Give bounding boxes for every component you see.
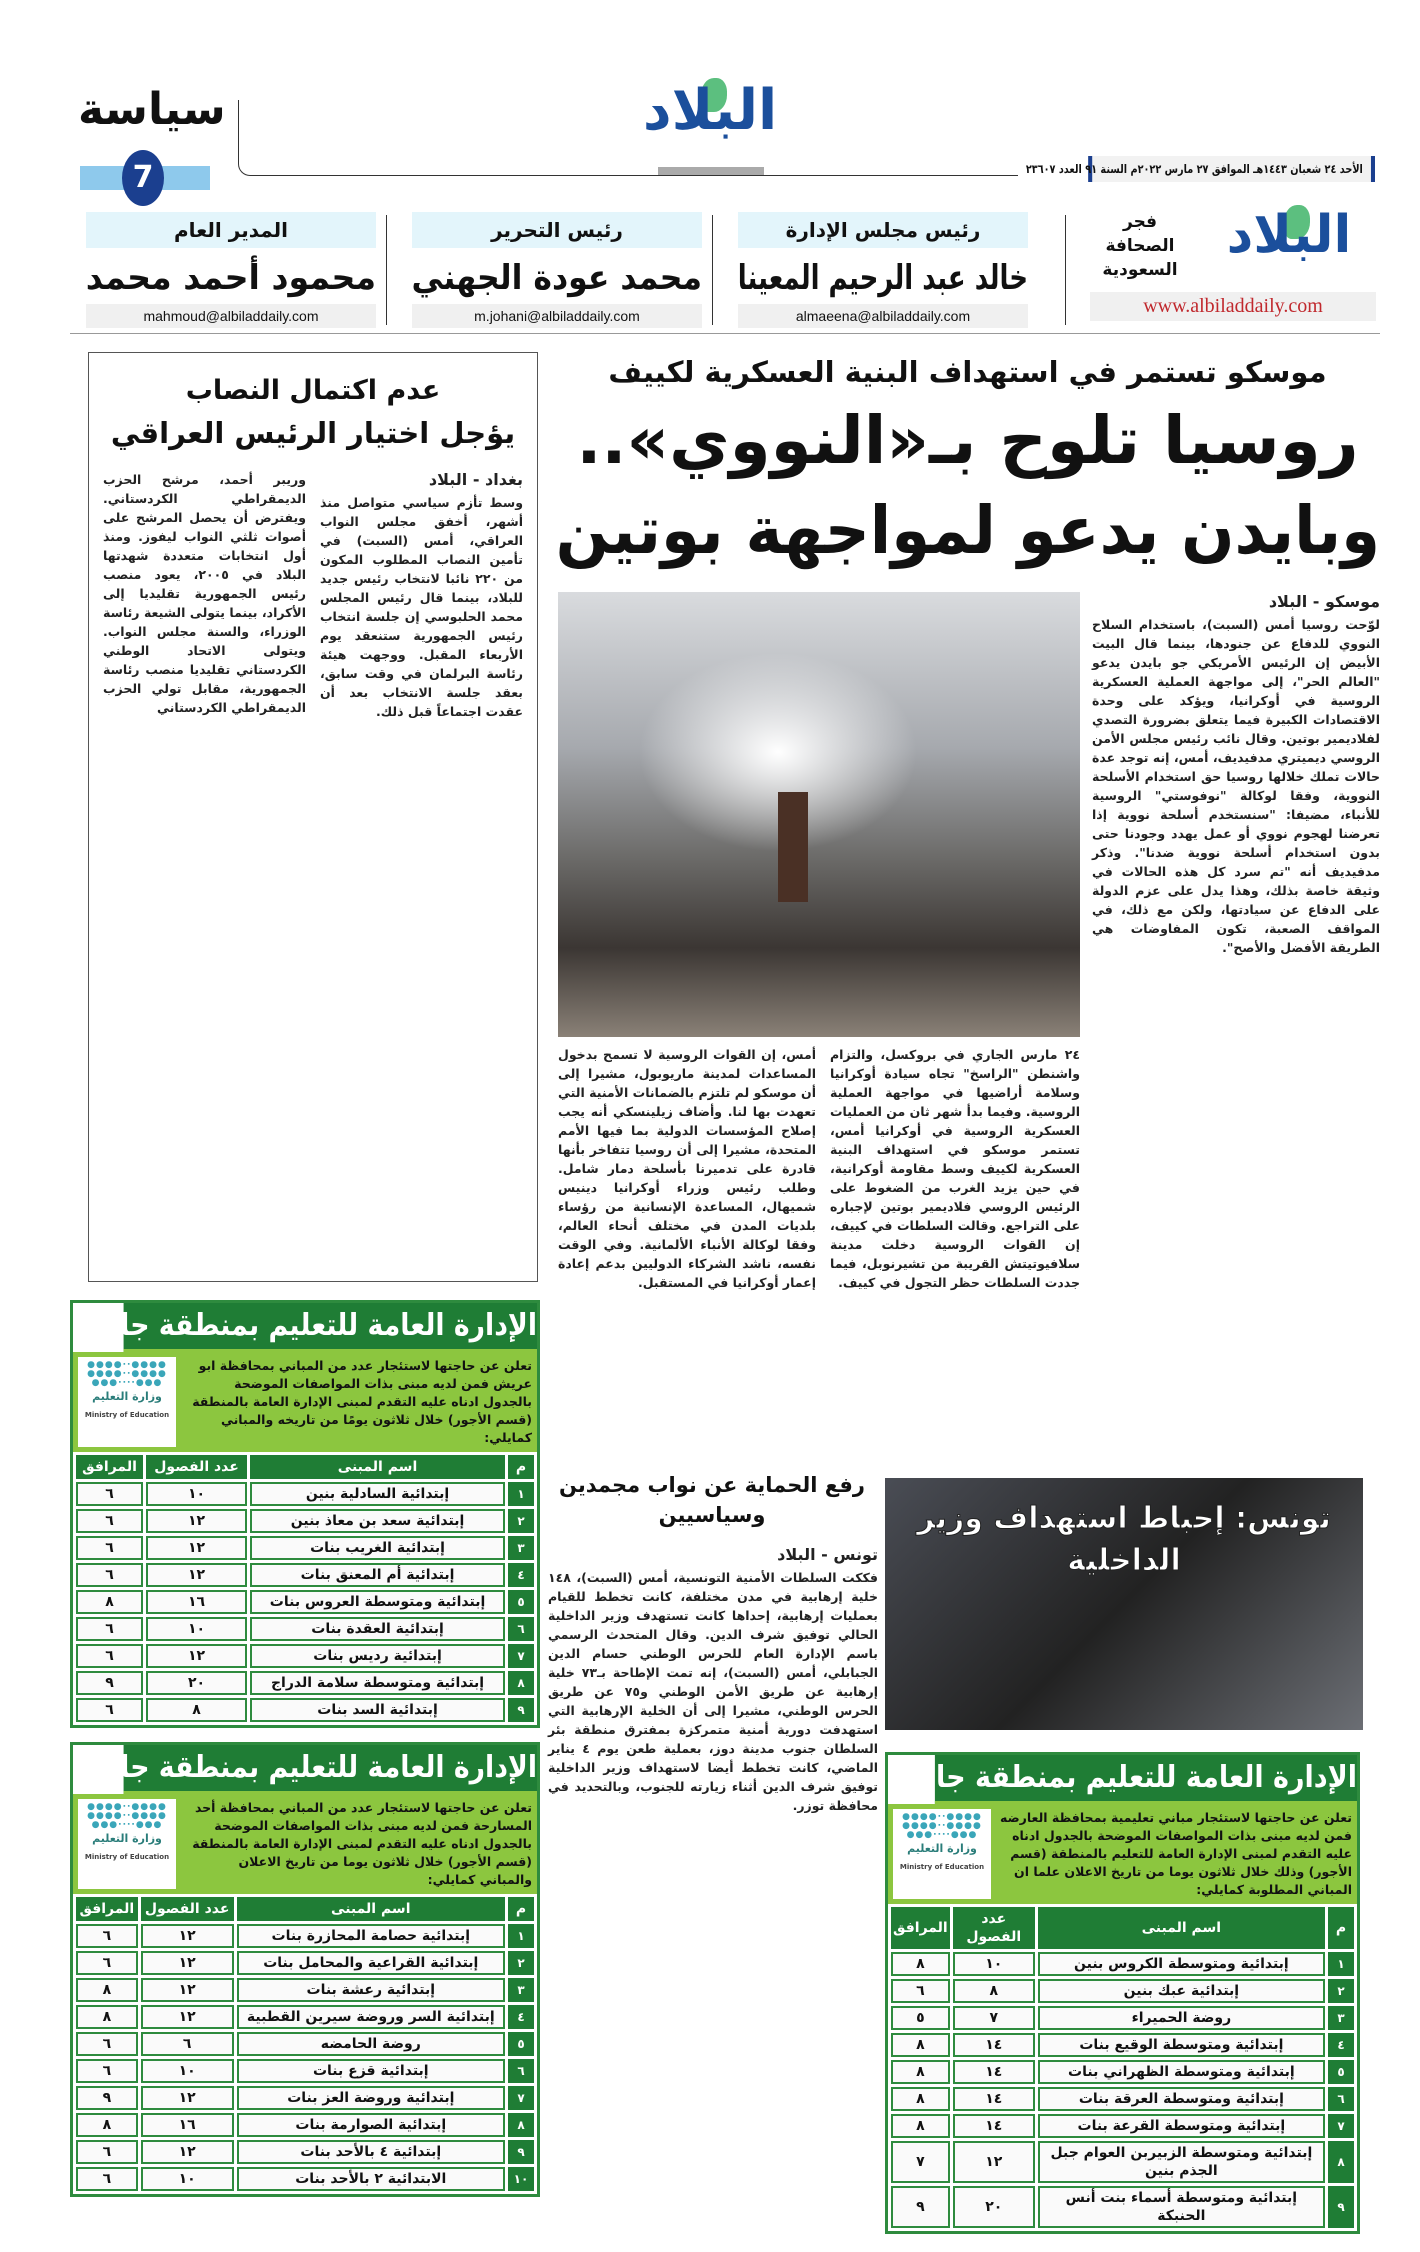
- table-cell: ٦: [76, 1482, 143, 1506]
- table-cell: ١٤: [953, 2033, 1035, 2057]
- masthead-editor: [412, 212, 702, 328]
- table-cell: ٦: [76, 2167, 138, 2191]
- table-cell: ٧: [953, 2006, 1035, 2030]
- table-cell: ٧: [508, 2086, 534, 2110]
- table-cell: ٢: [1328, 1979, 1354, 2003]
- table-cell: إبتدائية ٤ بالأحد بنات: [237, 2140, 505, 2164]
- table-cell: ٦: [76, 2032, 138, 2056]
- tunisia-photo: [885, 1478, 1363, 1730]
- table-row: [891, 2060, 1354, 2084]
- ad-al-aridah: [885, 1752, 1360, 2234]
- table-cell: ١٢: [953, 2141, 1035, 2183]
- headline: وبايدن يدعو لمواجهة بوتين: [555, 492, 1380, 569]
- table-header: المرافق: [891, 1907, 950, 1949]
- slogan-line: السعودية: [1102, 260, 1178, 280]
- article-text: وسط تأزم سياسي متواصل منذ أشهر، أخفق مجلس النواب العراقي، أمس (السبت) في تأمين النصاب المطلوب المكون من ٢٢٠ نائبا لانتخاب رئيس جديد للبلاد، بينما قال رئيس المجلس محمد الحلبوسي إن جلسة انتخاب رئيس الجمهورية ستنعقد يوم الأربعاء المقبل. ووجهت هيئة رئاسة البرلمان في وقت سابق، بعقد جلسة الانتخاب بعد أن عقدت اجتماعاً قبل ذلك.: [320, 495, 523, 719]
- table-cell: إبتدائية ومتوسطة القرعة بنات: [1038, 2114, 1325, 2138]
- buildings-table: [888, 1904, 1357, 2231]
- table-header: م: [1328, 1907, 1354, 1949]
- table-header: المرافق: [76, 1897, 138, 1921]
- table-cell: ١٤: [953, 2114, 1035, 2138]
- table-cell: ٩: [508, 1698, 534, 1722]
- table-cell: إبتدائية ومتوسطة الظهراني بنات: [1038, 2060, 1325, 2084]
- ad-abu-arish: [70, 1300, 540, 1728]
- header-rule: [238, 100, 1018, 176]
- table-cell: ٥: [891, 2006, 950, 2030]
- table-cell: إبتدائية السادلية بنين: [250, 1482, 505, 1506]
- ministry-logo: ●●●●∙∙●●●● ●●●●∙∙●●●● ●●●∙∙∙∙●●● وزارة التعليم Ministry of Education: [78, 1357, 176, 1447]
- page-number: 7: [122, 150, 164, 206]
- table-cell: ٨: [76, 2113, 138, 2137]
- headline: روسيا تلوح بـ«النووي»..: [576, 402, 1359, 479]
- table-cell: ١٢: [141, 1978, 234, 2002]
- slogan: [1100, 210, 1180, 282]
- table-cell: ٨: [891, 1952, 950, 1976]
- table-cell: إبتدائية ومتوسطة الكروس بنين: [1038, 1952, 1325, 1976]
- table-row: [76, 1590, 534, 1614]
- table-cell: ٥: [508, 2032, 534, 2056]
- person-name: محمود أحمد محمد: [85, 258, 376, 298]
- slogan-line: الصحافة: [1105, 236, 1175, 256]
- table-cell: ١٦: [146, 1590, 247, 1614]
- table-row: [76, 1951, 534, 1975]
- table-row: [76, 1617, 534, 1641]
- table-cell: ٢٠: [146, 1671, 247, 1695]
- table-cell: ٨: [891, 2114, 950, 2138]
- masthead-logo: البلاد: [1226, 205, 1352, 265]
- table-cell: روضة الحامضه: [237, 2032, 505, 2056]
- main-col-3: [558, 1045, 816, 1292]
- table-cell: إبتدائية الصوارمة بنات: [237, 2113, 505, 2137]
- table-cell: ٨: [891, 2087, 950, 2111]
- table-cell: ١٤: [953, 2087, 1035, 2111]
- divider: [386, 215, 387, 325]
- section-title: سياسة: [78, 84, 226, 135]
- table-row: [76, 2005, 534, 2029]
- date-line: الأحد ٢٤ شعبان ١٤٤٣هـ الموافق ٢٧ مارس ٢٠٢٢م السنة ٩١ العدد ٢٣٦٠٧: [1088, 156, 1375, 182]
- iraq-story: [88, 352, 538, 1282]
- table-cell: ٧: [891, 2141, 950, 2183]
- table-cell: ٨: [891, 2060, 950, 2084]
- ad-title: الإدارة العامة للتعليم بمنطقة جازان: [124, 1745, 537, 1794]
- headline: تونس: إحباط استهداف وزير الداخلية: [917, 1501, 1331, 1578]
- table-row: [76, 1644, 534, 1668]
- table-cell: ١٢: [146, 1536, 247, 1560]
- table-cell: ٣: [508, 1978, 534, 2002]
- table-row: [76, 1536, 534, 1560]
- table-cell: ١٢: [146, 1644, 247, 1668]
- table-cell: ٨: [508, 1671, 534, 1695]
- table-cell: ٦: [76, 1924, 138, 1948]
- dateline: موسكو - البلاد: [1268, 592, 1380, 611]
- table-row: [76, 1698, 534, 1722]
- table-cell: إبتدائية السر وروضة سيرين القطبية: [237, 2005, 505, 2029]
- ad-title: الإدارة العامة للتعليم بمنطقة جازان: [935, 1755, 1357, 1804]
- ministry-logo: ●●●●∙∙●●●● ●●●●∙∙●●●● ●●●∙∙∙∙●●● وزارة التعليم Ministry of Education: [893, 1809, 991, 1899]
- table-row: [76, 1509, 534, 1533]
- table-cell: ٦: [508, 1617, 534, 1641]
- table-cell: ١: [508, 1924, 534, 1948]
- slogan-line: فجر: [1123, 212, 1157, 232]
- table-cell: ٨: [891, 2033, 950, 2057]
- table-cell: ١٠: [141, 2167, 234, 2191]
- person-name: خالد عبد الرحيم المعينا: [737, 258, 1028, 298]
- headline: عدم اكتمال النصاب: [185, 375, 441, 406]
- masthead-chairman: [738, 212, 1028, 328]
- table-cell: إبتدائية حصامة المحازرة بنات: [237, 1924, 505, 1948]
- role-label: رئيس مجلس الإدارة: [738, 212, 1028, 248]
- table-cell: ٦: [76, 1698, 143, 1722]
- table-cell: ١٢: [141, 2140, 234, 2164]
- table-row: [76, 1978, 534, 2002]
- article-text: وريبر أحمد، مرشح الحزب الديمقراطي الكردستاني. ويفترض أن يحصل المرشح على أصوات ثلثي النواب ليفوز. ومنذ أول انتخابات متعددة شهدتها البلاد في ٢٠٠٥، يعود منصب رئيس الجمهورية تقليديا إلى الأكراد، بينما يتولى الشيعة رئاسة الوزراء، والسنة مجلس النواب. ويتولى الاتحاد الوطني الكردستاني تقليديا منصب رئاسة الجمهورية، مقابل تولي الحزب الديمقراطي الكردستاني: [103, 472, 306, 715]
- table-cell: إبتدائية ومتوسطة الوقيع بنات: [1038, 2033, 1325, 2057]
- table-cell: إبتدائية الغريب بنات: [250, 1536, 505, 1560]
- table-cell: إبتدائية رعشة بنات: [237, 1978, 505, 2002]
- kicker: موسكو تستمر في استهداف البنية العسكرية لكييف: [608, 355, 1327, 389]
- table-cell: ٦: [76, 1617, 143, 1641]
- table-row: [891, 1979, 1354, 2003]
- article-text: لوّحت روسيا أمس (السبت)، باستخدام السلاح النووي للدفاع عن جنودها، بينما قال البيت الأبيض إن الرئيس الأمريكي جو بايدن يدعو "العالم الحر"، إلى مواجهة العملية العسكرية الروسية في أوكرانيا، ويؤكد على وحدة الاقتصادات الكبيرة فيما يتعلق بضرورة التصدي لفلاديمير بوتين. وقال نائب رئيس مجلس الأمن الروسي ديميتري مدفيديف، أمس، إنه توجد عدة حالات تملك خلالها روسيا حق استخدام الأسلحة النووية، وفقا لوكالة "نوفوستي" الروسية للأنباء، مضيفا: "سنستخدم أسلحة نووية إذا تعرضنا لهجوم نووي أو عمل يهدد وجودنا حتى بدون استخدام أسلحة نووية ضدنا". وذكر مدفيديف أنه "تم سرد كل هذه الحالات في وثيقة خاصة بذلك، وهذا يدل على عزم الدولة على الدفاع عن سيادتها، ولكن مع ذلك، في المواقف الصعبة، تكون المفاوضات هي الطريقة الأفضل والأصح".: [1092, 617, 1380, 955]
- table-cell: ٦: [76, 2140, 138, 2164]
- dateline: بغداد - البلاد: [428, 470, 523, 489]
- table-cell: ٤: [508, 2005, 534, 2029]
- table-cell: ٩: [76, 1671, 143, 1695]
- table-cell: ٨: [146, 1698, 247, 1722]
- role-label: المدير العام: [86, 212, 376, 248]
- table-cell: إبتدائية قزع بنات: [237, 2059, 505, 2083]
- main-headline-block: [555, 352, 1380, 576]
- table-cell: ٣: [1328, 2006, 1354, 2030]
- article-text: ٢٤ مارس الجاري في بروكسل، والتزام واشنطن "الراسخ" تجاه سيادة أوكرانيا وسلامة أراضيها في مواجهة العملية الروسية. وفيما بدأ شهر ثان من العمليات العسكرية الروسية في أوكرانيا أمس، تستمر موسكو في استهداف البنية العسكرية لكييف وسط مقاومة أوكرانية، في حين يزيد الغرب من الضغوط على الرئيس الروسي فلاديمير بوتين لإجباره على التراجع. وقالت السلطات في كييف، إن القوات الروسية دخلت مدينة سلافيوتيتش القريبة من تشيرنوبل، فيما جددت السلطات حظر التجول في كييف.: [830, 1047, 1080, 1290]
- table-cell: ١٠: [508, 2167, 534, 2191]
- table-cell: ٥: [508, 1590, 534, 1614]
- table-cell: إبتدائية ومتوسطة سلامة الدراج: [250, 1671, 505, 1695]
- table-cell: الابتدائية ٢ بالأحد بنات: [237, 2167, 505, 2191]
- table-cell: ٩: [891, 2186, 950, 2228]
- table-cell: ٦: [76, 2059, 138, 2083]
- table-cell: ١٢: [146, 1509, 247, 1533]
- table-cell: ٧: [508, 1644, 534, 1668]
- table-row: [76, 2140, 534, 2164]
- table-cell: ٨: [953, 1979, 1035, 2003]
- table-row: [76, 1671, 534, 1695]
- table-cell: ١: [508, 1482, 534, 1506]
- table-row: [76, 2032, 534, 2056]
- ad-intro: تعلن عن حاجتها لاستئجار عدد من المباني بمحافظة ابو عريش فمن لديه مبنى بذات المواصفات الموضحة بالجدول ادناه عليه التقدم لمبنى الإدارة العامة بالمنطقة (قسم الأجور) خلال ثلاثون يومًا من تاريخه والمباني كمايلي:: [192, 1358, 532, 1445]
- table-header: م: [508, 1455, 534, 1479]
- table-cell: ٦: [76, 1563, 143, 1587]
- table-row: [76, 2059, 534, 2083]
- table-row: [76, 1482, 534, 1506]
- table-cell: ٦: [508, 2059, 534, 2083]
- table-cell: ٦: [76, 1951, 138, 1975]
- table-cell: ١٢: [141, 2005, 234, 2029]
- table-cell: ١٦: [141, 2113, 234, 2137]
- table-header: اسم المبنى: [1038, 1907, 1325, 1949]
- table-cell: ٦: [891, 1979, 950, 2003]
- table-cell: ٨: [76, 1978, 138, 2002]
- table-cell: ٩: [76, 2086, 138, 2110]
- table-header: م: [508, 1897, 534, 1921]
- table-cell: ٤: [508, 1563, 534, 1587]
- table-cell: إبتدائية سعد بن معاذ بنين: [250, 1509, 505, 1533]
- ad-ahad-almasarihah: [70, 1742, 540, 2197]
- ministry-logo: ●●●●∙∙●●●● ●●●●∙∙●●●● ●●●∙∙∙∙●●● وزارة التعليم Ministry of Education: [78, 1799, 176, 1889]
- table-row: [76, 2167, 534, 2191]
- table-cell: إبتدائية القراعية والمحامل بنات: [237, 1951, 505, 1975]
- ad-intro: تعلن عن حاجتها لاستئجار مباني تعليمية بمحافظة العارضه فمن لديه مبنى بذات المواصفات الموضحة بالجدول ادناه عليه التقدم لمبنى الإدارة العامة للتعليم بالمنطقة (قسم الأجور) وذلك خلال ثلاثون يوما من تاريخ الاعلان علما ان المباني المطلوبة كمايلي:: [999, 1810, 1352, 1897]
- table-header: عدد الفصول: [953, 1907, 1035, 1949]
- ad-intro: تعلن عن حاجتها لاستئجار عدد من المباني بمحافظة أحد المسارحة فمن لديه مبنى بذات المواصفات الموضحة بالجدول ادناه عليه التقدم لمبنى الإدارة العامة بالمنطقة (قسم الأجور) خلال ثلاثون يوما من تاريخ الاعلان والمباني كمايلي:: [192, 1800, 532, 1887]
- table-cell: إبتدائية وروضة العز بنات: [237, 2086, 505, 2110]
- table-cell: ١٢: [141, 1924, 234, 1948]
- table-row: [891, 2087, 1354, 2111]
- website-link[interactable]: www.albiladdaily.com: [1090, 292, 1376, 321]
- news-photo: [558, 592, 1080, 1037]
- table-header: عدد الفصول: [146, 1455, 247, 1479]
- table-cell: ٢٠: [953, 2186, 1035, 2228]
- table-cell: ٦: [1328, 2087, 1354, 2111]
- table-cell: ٦: [141, 2032, 234, 2056]
- table-cell: روضة الحميراء: [1038, 2006, 1325, 2030]
- table-cell: ٤: [1328, 2033, 1354, 2057]
- table-cell: ١٢: [141, 1951, 234, 1975]
- table-cell: ١٠: [141, 2059, 234, 2083]
- article-text: فككت السلطات الأمنية التونسية، أمس (السبت)، ١٤٨ خلية إرهابية في مدن مختلفة، كانت تخطط للقيام بعمليات إرهابية، إحداها كانت تستهدف وزير الداخلية الحالي توفيق شرف الدين. وقال المتحدث الرسمي باسم الإدارة العام للحرس الوطني حسام الدين الجبابلي، أمس (السبت)، إنه تمت الإطاحة بـ٧٣ خلية إرهابية عن طريق الأمن الوطني و٧٥ عن طريق الحرس الوطني، مشيرا إلى أن الخلية الإرهابية التي استهدفت دورية أمنية متمركزة بمفترق منطقة بئر السلطان جنوب مدينة دوز، بعملية طعن يوم ٤ يناير الماضي، كانت تخطط أيضا لاستهداف وزير الداخلية توفيق شرف الدين أثناء زيارته للجنوب، وبالتحديد في محافظة توزر.: [548, 1570, 878, 1813]
- table-row: [891, 2114, 1354, 2138]
- table-cell: ٦: [76, 1536, 143, 1560]
- table-row: [891, 2141, 1354, 2183]
- article-text: أمس، إن القوات الروسية لا تسمح بدخول المساعدات لمدينة ماريوبول، مشيرا إلى أن موسكو لم تلتزم بالضمانات الأمنية التي تعهدت بها لنا. وأضاف زيلينسكي أنه يجب إصلاح المؤسسات الدولية بما فيها الأمم المتحدة، مشيرا إلى أن روسيا تتفاخر بأنها قادرة على تدميرنا بأسلحة دمار شامل. وطلب رئيس وزراء أوكرانيا دينيس شميهال، المساعدة الإنسانية من رؤساء بلديات المدن في مختلف أنحاء العالم، وفقا لوكالة الأنباء الألمانية. وفي الوقت نفسه، ناشد الشركاء الدوليين بدعم إعادة إعمار أوكرانيا في المستقبل.: [558, 1047, 816, 1290]
- buildings-table: [73, 1452, 537, 1725]
- table-row: [76, 1924, 534, 1948]
- table-row: [891, 2186, 1354, 2228]
- table-cell: إبتدائية ومتوسطة العروس بنات: [250, 1590, 505, 1614]
- role-label: رئيس التحرير: [412, 212, 702, 248]
- kicker: رفع الحماية عن نواب مجمدين وسياسيين: [559, 1473, 865, 1527]
- table-cell: ٣: [508, 1536, 534, 1560]
- main-col-2: [830, 1045, 1080, 1292]
- table-row: [891, 2033, 1354, 2057]
- buildings-table: [73, 1894, 537, 2194]
- table-cell: إبتدائية العقدة بنات: [250, 1617, 505, 1641]
- table-cell: ٥: [1328, 2060, 1354, 2084]
- table-cell: ٦: [76, 1644, 143, 1668]
- table-cell: ٧: [1328, 2114, 1354, 2138]
- divider: [1065, 215, 1066, 325]
- table-cell: إبتدائية عبك بنين: [1038, 1979, 1325, 2003]
- table-cell: ٢: [508, 1509, 534, 1533]
- table-cell: ١٢: [146, 1563, 247, 1587]
- table-cell: إبتدائية ومتوسطة العرقة بنات: [1038, 2087, 1325, 2111]
- table-cell: ١٢: [141, 2086, 234, 2110]
- table-cell: ١٠: [953, 1952, 1035, 1976]
- table-cell: ٦: [76, 1509, 143, 1533]
- person-name: محمد عودة الجهني: [411, 258, 702, 298]
- logo-underline: [658, 167, 764, 175]
- divider: [70, 333, 1380, 334]
- table-cell: إبتدائية ومتوسطة الزبيربن العوام جبل الجذم بنين: [1038, 2141, 1325, 2183]
- ad-title: الإدارة العامة للتعليم بمنطقة جازان: [124, 1303, 537, 1352]
- table-row: [891, 1952, 1354, 1976]
- headline: يؤجل اختيار الرئيس العراقي: [110, 416, 516, 450]
- table-cell: ٨: [508, 2113, 534, 2137]
- table-cell: ٨: [76, 1590, 143, 1614]
- table-cell: إبتدائية أم المعنق بنات: [250, 1563, 505, 1587]
- logo: البلاد: [642, 78, 778, 143]
- table-row: [76, 1563, 534, 1587]
- main-col-1: [1092, 592, 1380, 957]
- table-row: [76, 2086, 534, 2110]
- table-header: عدد الفصول: [141, 1897, 234, 1921]
- table-header: اسم المبنى: [237, 1897, 505, 1921]
- table-cell: ٢: [508, 1951, 534, 1975]
- divider: [712, 215, 713, 325]
- table-header: المرافق: [76, 1455, 143, 1479]
- table-cell: ١٤: [953, 2060, 1035, 2084]
- table-row: [891, 2006, 1354, 2030]
- table-cell: ١٠: [146, 1482, 247, 1506]
- table-header: اسم المبنى: [250, 1455, 505, 1479]
- table-cell: ٩: [1328, 2186, 1354, 2228]
- table-cell: ٨: [76, 2005, 138, 2029]
- table-cell: ١٠: [146, 1617, 247, 1641]
- email-link[interactable]: mahmoud@albiladdaily.com: [86, 304, 376, 328]
- table-row: [76, 2113, 534, 2137]
- dateline: تونس - البلاد: [777, 1545, 878, 1564]
- table-cell: إبتدائية رديس بنات: [250, 1644, 505, 1668]
- table-cell: ٨: [1328, 2141, 1354, 2183]
- table-cell: ١: [1328, 1952, 1354, 1976]
- table-cell: إبتدائية ومتوسطة أسماء بنت أنس الحنبكة: [1038, 2186, 1325, 2228]
- table-cell: ٩: [508, 2140, 534, 2164]
- email-link[interactable]: almaeena@albiladdaily.com: [738, 304, 1028, 328]
- table-cell: إبتدائية السد بنات: [250, 1698, 505, 1722]
- email-link[interactable]: m.johani@albiladdaily.com: [412, 304, 702, 328]
- tunisia-body: [548, 1545, 878, 1815]
- masthead-gm: [86, 212, 376, 328]
